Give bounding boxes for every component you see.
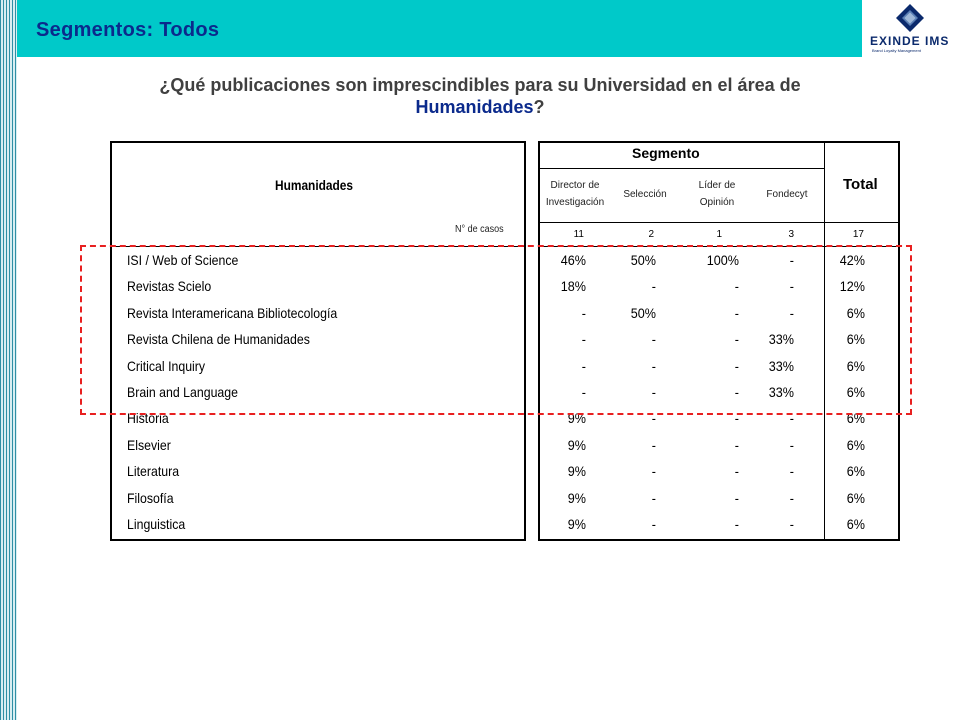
row-value-cell: 50% (630, 252, 656, 268)
row-header-title: Humanidades (275, 177, 354, 193)
row-label: ISI / Web of Science (127, 252, 239, 268)
row-value-cell: - (734, 516, 739, 532)
row-value-cell: - (581, 358, 586, 374)
row-label: Critical Inquiry (127, 358, 206, 374)
segment-header-divider (538, 168, 825, 169)
logo-subtext: Brand Loyalty Management (872, 48, 921, 53)
row-value-cell: - (581, 305, 586, 321)
side-stripe-decoration (0, 0, 17, 720)
row-value-cell: - (789, 278, 794, 294)
row-value-cell: - (734, 331, 739, 347)
row-value-cell: 18% (560, 278, 586, 294)
row-value-cell: - (581, 384, 586, 400)
row-label: Literatura (127, 463, 180, 479)
segment-header: Segmento (632, 145, 700, 161)
row-value-cell: - (789, 516, 794, 532)
row-label: Revista Interamericana Bibliotecología (127, 305, 338, 321)
question-highlight: Humanidades (415, 97, 534, 117)
row-value-cell: - (651, 331, 656, 347)
count-total: 17 (852, 229, 864, 240)
question-end: ? (533, 97, 545, 117)
row-value-cell: - (789, 410, 794, 426)
row-value-cell: - (789, 305, 794, 321)
column-header-seleccion: Selección (623, 189, 667, 200)
row-total-cell: 12% (839, 278, 865, 294)
row-value-cell: - (734, 463, 739, 479)
row-value-cell: - (734, 437, 739, 453)
row-total-cell: 6% (846, 358, 865, 374)
column-header-lider: Líder de Opinión (698, 180, 736, 208)
row-total-cell: 6% (846, 516, 865, 532)
page-title: Segmentos: Todos (36, 19, 220, 41)
logo-text: EXINDE IMS (870, 34, 950, 48)
row-total-cell: 6% (846, 305, 865, 321)
row-value-cell: 9% (567, 437, 586, 453)
count-fondecyt: 3 (788, 229, 794, 240)
count-row-top (538, 222, 898, 223)
row-label: Brain and Language (127, 384, 238, 400)
row-value-cell: 9% (567, 410, 586, 426)
row-total-cell: 6% (846, 331, 865, 347)
row-value-cell: 33% (768, 358, 794, 374)
row-value-cell: - (651, 437, 656, 453)
column-header-fondecyt: Fondecyt (766, 189, 808, 200)
row-value-cell: 46% (560, 252, 586, 268)
row-value-cell: - (789, 463, 794, 479)
row-value-cell: - (651, 463, 656, 479)
question-text: ¿Qué publicaciones son imprescindibles para su Universidad en el área de (159, 75, 801, 95)
row-label: Filosofía (127, 490, 174, 506)
row-total-cell: 6% (846, 410, 865, 426)
row-value-cell: - (789, 490, 794, 506)
row-label: Revista Chilena de Humanidades (127, 331, 310, 347)
total-header: Total (843, 176, 878, 193)
survey-question (60, 74, 900, 118)
row-value-cell: 9% (567, 490, 586, 506)
row-value-cell: - (789, 437, 794, 453)
row-value-cell: 33% (768, 331, 794, 347)
count-director: 11 (573, 229, 584, 240)
row-value-cell: 9% (567, 463, 586, 479)
row-value-cell: 9% (567, 516, 586, 532)
row-total-cell: 6% (846, 490, 865, 506)
row-value-cell: - (734, 490, 739, 506)
row-value-cell: - (734, 358, 739, 374)
row-value-cell: - (581, 331, 586, 347)
row-value-cell: - (734, 305, 739, 321)
row-value-cell: 50% (630, 305, 656, 321)
row-total-cell: 6% (846, 437, 865, 453)
row-total-cell: 6% (846, 463, 865, 479)
row-label: Revistas Scielo (127, 278, 212, 294)
row-value-cell: - (651, 516, 656, 532)
cases-label: N° de casos (455, 224, 504, 235)
row-label: Linguistica (127, 516, 186, 532)
row-value-cell: - (734, 410, 739, 426)
row-value-cell: - (651, 358, 656, 374)
count-seleccion: 2 (648, 229, 654, 240)
count-lider: 1 (716, 229, 722, 240)
logo-diamond-icon (862, 0, 960, 36)
row-value-cell: - (734, 278, 739, 294)
row-value-cell: - (651, 410, 656, 426)
row-total-cell: 42% (839, 252, 865, 268)
row-label: Historia (127, 410, 169, 426)
row-value-cell: 100% (706, 252, 739, 268)
company-logo (862, 0, 960, 57)
column-header-director: Director de Investigación (545, 180, 605, 208)
row-total-cell: 6% (846, 384, 865, 400)
row-value-cell: - (734, 384, 739, 400)
row-label: Elsevier (127, 437, 171, 453)
row-value-cell: - (651, 490, 656, 506)
row-value-cell: - (651, 384, 656, 400)
row-value-cell: - (651, 278, 656, 294)
row-value-cell: - (789, 252, 794, 268)
highlight-box (80, 245, 912, 415)
row-value-cell: 33% (768, 384, 794, 400)
